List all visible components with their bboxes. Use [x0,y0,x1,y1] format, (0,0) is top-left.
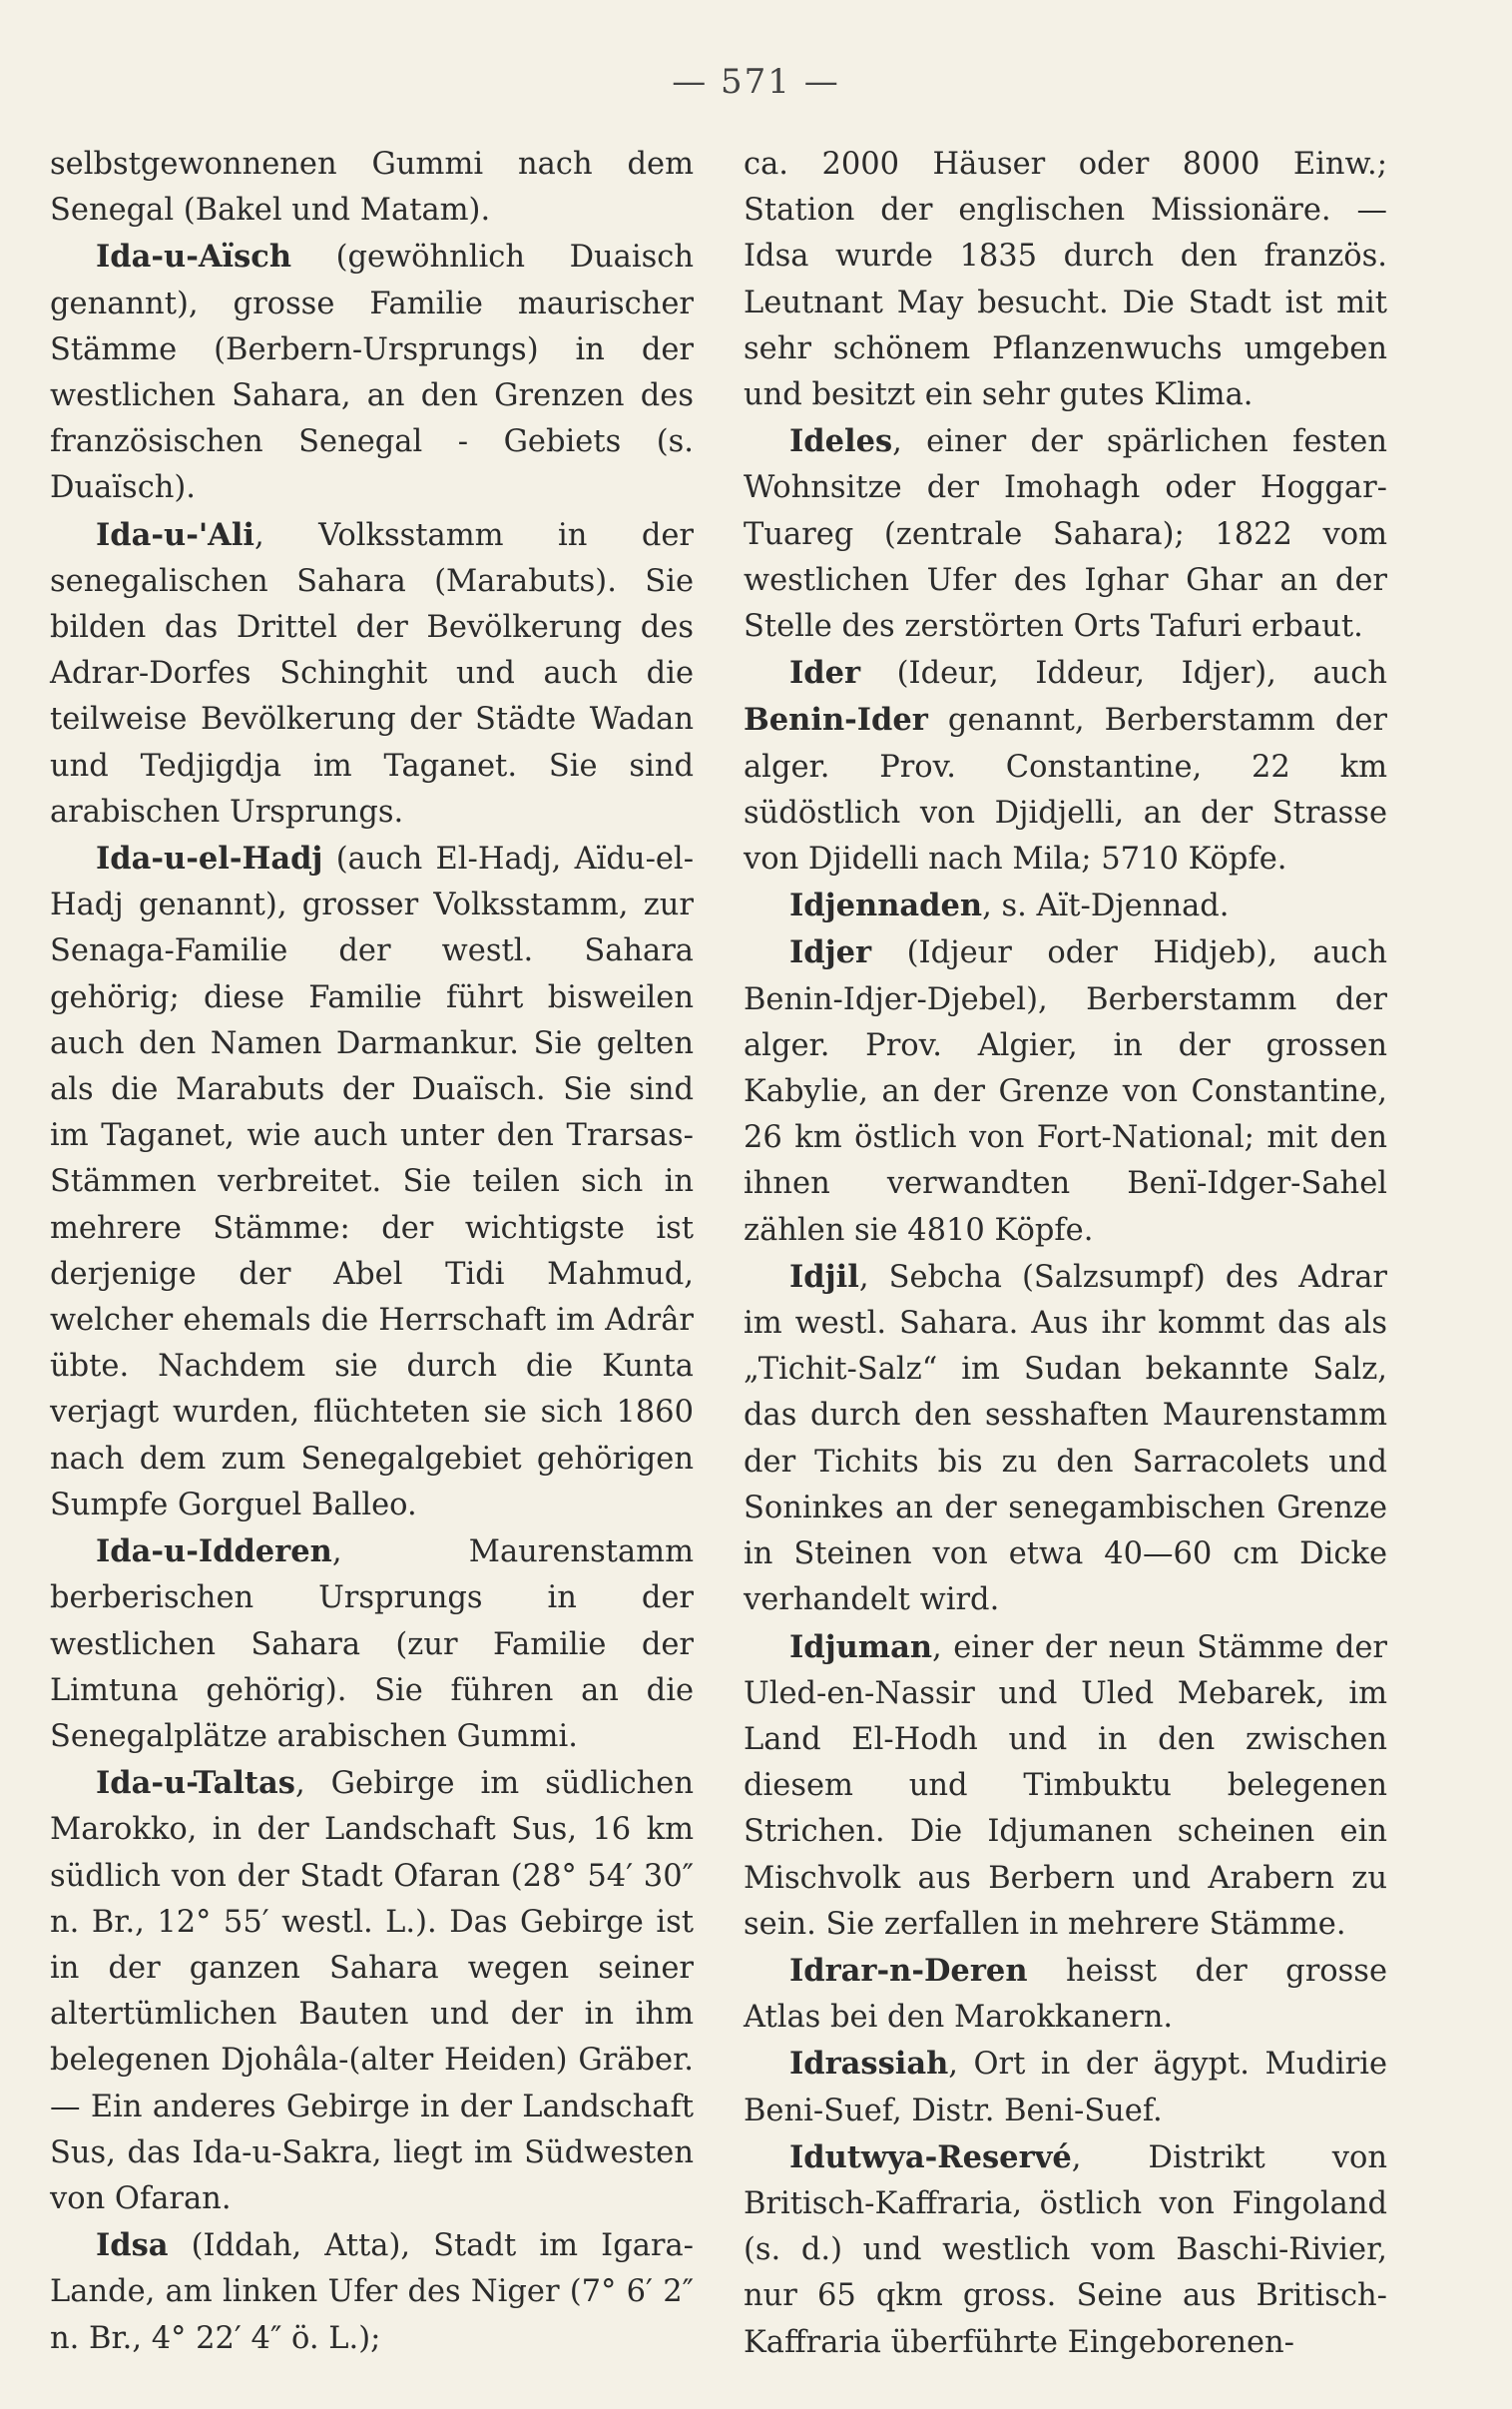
entry-text: , einer der spärlichen festen Wohnsitze der Imohagh oder Hoggar-Tuareg (zentrale Sahara); 1822 vom westlichen Ufer des Ighar Ghar an der Stelle des zerstörten Orts Tafuri erbaut. [744,424,1387,645]
entry-text: (Iddah, Atta), Stadt im Igara-Lande, am linken Ufer des Niger (7° 6′ 2″ n. Br., 4° 22′ 4″ ö. L.); [50,2228,694,2356]
entry-text: (gewöhnlich Duaisch genannt), grosse Familie maurischer Stämme (Berbern-Ursprungs) in der westlichen Sahara, an den Grenzen des französischen Senegal - Gebiets (s. Duaïsch). [50,240,694,506]
entry-text: selbstgewonnenen Gummi nach dem Senegal (Bakel und Matam). [50,147,694,229]
entry-paragraph [744,650,1387,883]
entry-headword: Idutwya-Reservé [789,2138,1072,2175]
entry-text: ca. 2000 Häuser oder 8000 Einw.; Station der englischen Missionäre. — Idsa wurde 1835 durch den französ. Leutnant May besucht. Die Stadt ist mit sehr schönem Pflanzenwuchs umgeben und besitzt ein sehr gutes Klima. [744,147,1387,413]
entry-text: , Maurenstamm berberischen Ursprungs in der westlichen Sahara (zur Familie der Limtuna gehörig). Sie führen an die Senegalplätze arabischen Gummi. [50,1534,694,1754]
page-number: — 571 — [672,62,840,102]
entry-text: (Ideur, Iddeur, Idjer), auch Benin-Ider genannt, Berberstamm der alger. Prov. Constantine, 22 km südöstlich von Djidjelli, an der Strasse von Djidelli nach Mila; 5710 Köpfe. [744,656,1387,878]
entry-paragraph [50,142,694,234]
entry-text: (Idjeur oder Hidjeb), auch Benin-Idjer-Djebel), Berberstamm der alger. Prov. Algier, in der grossen Kabylie, an der Grenze von Constantine, 26 km östlich von Fort-National; mit den ihnen verwandten Benï-Idger-Sahel zählen sie 4810 Köpfe. [744,935,1387,1248]
entry-headword: Ida-u-Aïsch [96,239,292,276]
entry-paragraph [744,929,1387,1253]
entry-text: , Distrikt von Britisch-Kaffraria, östlich von Fingoland (s. d.) und westlich vom Baschi-Rivier, nur 65 qkm gross. Seine aus Britisch-Kaffraria überführte Eingeborenen- [744,2139,1387,2360]
entry-paragraph [50,836,694,1528]
entry-text: (auch El-Hadj, Aïdu-el-Hadj genannt), grosser Volksstamm, zur Senaga-Familie der westl. Sahara gehörig; diese Familie führt bisweilen auch den Namen Darmankur. Sie gelten als die Marabuts der Duaïsch. Sie sind im Taganet, wie auch unter den Trarsas-Stämmen verbreitet. Sie teilen sich in mehrere Stämme: der wichtigste ist derjenige der Abel Tidi Mahmud, welcher ehemals die Herrschaft im Adrâr übte. Nachdem sie durch die Kunta verjagt wurden, flüchteten sie sich 1860 nach dem zum Senegalgebiet gehörigen Sumpfe Gorguel Balleo. [50,842,694,1522]
entry-paragraph [744,2041,1387,2133]
entry-paragraph [744,2134,1387,2366]
entry-headword: Idsa [96,2227,169,2264]
entry-headword: Ida-u-Idderen [96,1533,332,1570]
entry-text: , Ort in der ägypt. Mudirie Beni-Suef, Distr. Beni-Suef. [744,2047,1387,2128]
entry-text: , Volksstamm in der senegalischen Sahara (Marabuts). Sie bilden das Drittel der Bevölkerung des Adrar-Dorfes Schinghit und auch die teilweise Bevölkerung der Städte Wadan und Tedjigdja im Taganet. Sie sind arabischen Ursprungs. [50,517,694,830]
entry-text: heisst der grosse Atlas bei den Marokkanern. [744,1953,1387,2036]
entry-text: , einer der neun Stämme der Uled-en-Nassir und Uled Mebarek, im Land El-Hodh und in den zwischen diesem und Timbuktu belegenen Strichen. Die Idjumanen scheinen ein Mischvolk aus Berbern und Arabern zu sein. Sie zerfallen in mehrere Stämme. [744,1629,1387,1942]
right-column [744,142,1387,2366]
entry-text: , Gebirge im südlichen Marokko, in der Landschaft Sus, 16 km südlich von der Stadt Ofaran (28° 54′ 30″ n. Br., 12° 55′ westl. L.). Das Gebirge ist in der ganzen Sahara wegen seiner altertümlichen Bauten und der in ihm belegenen Djohâla-(alter Heiden) Gräber. — Ein anderes Gebirge in der Landschaft Sus, das Ida-u-Sakra, liegt im Südwesten von Ofaran. [50,1766,694,2216]
entry-headword: Ider [789,655,861,692]
entry-headword: Idrar-n-Deren [789,1952,1028,1989]
entry-paragraph [744,1624,1387,1948]
left-column [50,142,694,2362]
entry-paragraph [744,142,1387,418]
entry-headword: Ida-u-'Ali [96,516,255,553]
entry-paragraph [744,1254,1387,1624]
entry-headword: Idjer [789,934,872,971]
entry-paragraph [50,234,694,511]
entry-paragraph [744,1948,1387,2041]
entry-headword: Ida-u-el-Hadj [96,841,323,878]
entry-paragraph [50,1760,694,2222]
entry-headword: Idjil [789,1258,859,1295]
entry-headword: Idjennaden [789,888,983,924]
entry-text: , s. Aït-Djennad. [982,889,1230,924]
entry-headword: Ida-u-Taltas [96,1765,295,1802]
entry-headword: Idjuman [789,1628,933,1665]
entry-paragraph [744,883,1387,929]
entry-headword: Idrassiah [789,2046,949,2083]
entry-text: , Sebcha (Salzsumpf) des Adrar im westl. Sahara. Aus ihr kommt das als „Tichit-Salz“ im Sudan bekannte Salz, das durch den sesshaften Maurenstamm der Tichits bis zu den Sarracolets und Soninkes an der senegambischen Grenze in Steinen von etwa 40—60 cm Dicke verhandelt wird. [744,1259,1387,1618]
entry-paragraph [744,418,1387,650]
entry-paragraph [50,2222,694,2362]
entry-paragraph [50,512,694,836]
entry-paragraph [50,1528,694,1760]
entry-headword: Ideles [789,423,893,460]
